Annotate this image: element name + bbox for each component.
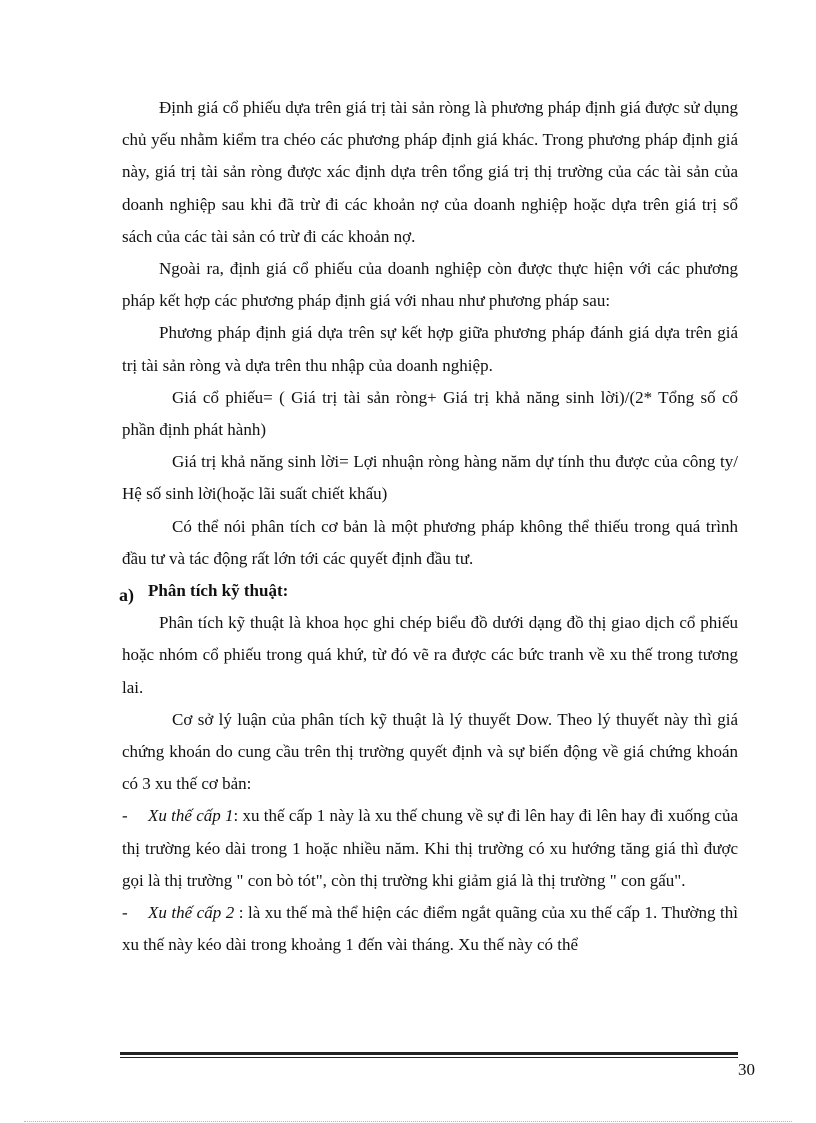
bullet-text: : là xu thế mà thể hiện các điểm ngắt quãng của xu thế cấp 1. Thường thì xu thế này kéo dài trong khoảng 1 đến vài tháng. Xu thế này có thể xyxy=(122,903,738,955)
page-number: 30 xyxy=(738,1060,755,1079)
bullet-text: : xu thế cấp 1 này là xu thế chung về sự đi lên hay đi lên hay đi xuống của thị trường kéo dài trong 1 hoặc nhiều năm. Khi thị trường có xu hướng tăng giá thì được gọi là thị trường " con bò tót", còn thị trường khi giảm giá là thị trường " con gấu". xyxy=(122,806,738,890)
page-bottom-dotted-border xyxy=(24,1121,792,1122)
bullet-dash: - xyxy=(122,806,128,826)
bullet-label: Xu thế cấp 1 xyxy=(148,806,234,826)
paragraph-dow-theory: Cơ sở lý luận của phân tích kỹ thuật là lý thuyết Dow. Theo lý thuyết này thì giá chứng khoán do cung cầu trên thị trường quyết định và sự biến động về giá chứng khoán có 3 xu thế cơ bản: xyxy=(122,709,738,794)
section-title: Phân tích kỹ thuật: xyxy=(148,581,289,601)
paragraph-combined-method-description: Phương pháp định giá dựa trên sự kết hợp giữa phương pháp đánh giá dựa trên giá trị tài sản ròng và dựa trên thu nhập của doanh nghiệp. xyxy=(122,323,738,375)
bullet-item-secondary-trend xyxy=(122,897,738,961)
section-marker: a) xyxy=(119,585,134,606)
bullet-label: Xu thế cấp 2 xyxy=(148,903,235,923)
formula-share-price: Giá cổ phiếu= ( Giá trị tài sản ròng+ Giá trị khả năng sinh lời)/(2* Tổng số cổ phần định phát hành) xyxy=(122,387,738,440)
paragraph-combined-methods: Ngoài ra, định giá cổ phiếu của doanh nghiệp còn được thực hiện với các phương pháp kết hợp các phương pháp định giá với nhau như phương pháp sau: xyxy=(122,259,738,311)
section-heading xyxy=(119,575,738,607)
paragraph-technical-analysis-definition: Phân tích kỹ thuật là khoa học ghi chép biểu đồ dưới dạng đồ thị giao dịch cổ phiếu hoặc nhóm cổ phiếu trong quá khứ, từ đó vẽ ra được các bức tranh về xu thế trong tương lai. xyxy=(122,613,738,697)
bullet-item-primary-trend xyxy=(122,800,738,897)
footer-rule-thin xyxy=(120,1057,738,1058)
paragraph-fundamental-analysis-conclusion: Có thể nói phân tích cơ bản là một phương pháp không thể thiếu trong quá trình đầu tư và tác động rất lớn tới các quyết định đầu tư. xyxy=(122,516,738,568)
body-text xyxy=(119,92,738,961)
footer-rule-thick xyxy=(120,1052,738,1055)
formula-earning-capacity: Giá trị khả năng sinh lời= Lợi nhuận ròng hàng năm dự tính thu được của công ty/ Hệ số sinh lời(hoặc lãi suất chiết khấu) xyxy=(122,452,738,504)
paragraph-net-asset-valuation: Định giá cổ phiếu dựa trên giá trị tài sản ròng là phương pháp định giá được sử dụng chủ yếu nhằm kiểm tra chéo các phương pháp định giá khác. Trong phương pháp định giá này, giá trị tài sản ròng được xác định dựa trên tổng giá trị thị trường của các tài sản của doanh nghiệp sau khi đã trừ đi các khoản nợ của doanh nghiệp hoặc dựa trên giá trị sổ sách của các tài sản có trừ đi các khoản nợ. xyxy=(122,98,738,246)
bullet-dash: - xyxy=(122,903,128,923)
